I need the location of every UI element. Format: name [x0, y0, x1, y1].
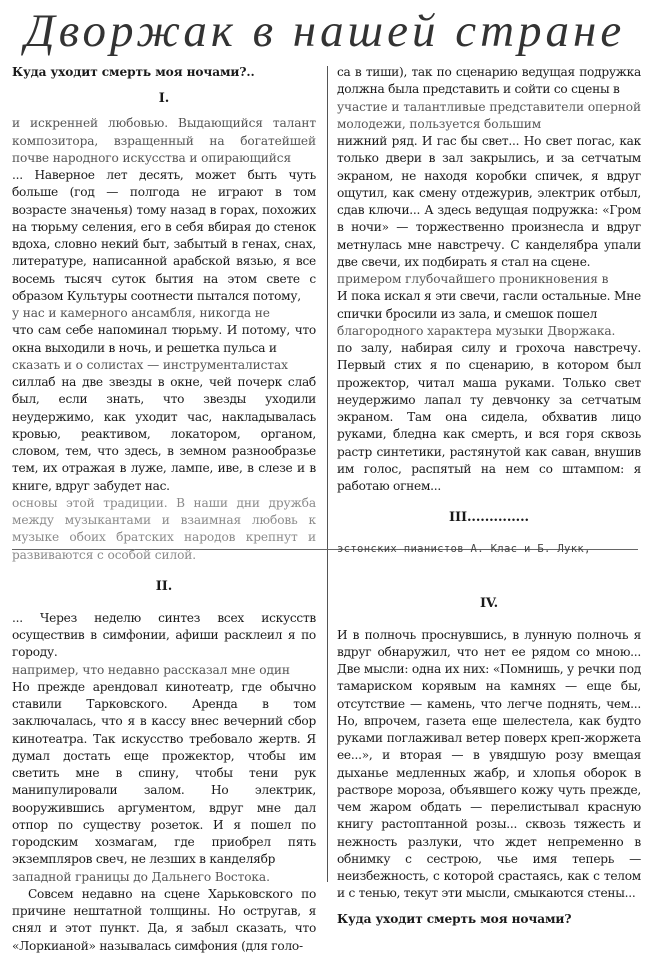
closing-line: Куда уходит смерть моя ночами?: [337, 911, 572, 926]
epigraph: Куда уходит смерть моя ночами?..: [12, 65, 255, 79]
body-text: Но прежде арендовал кинотеатр, где обычно ставили Тарковского. Аренда в том заключалась, что я в кассу внес вечерний сбор кинотеатра. Так искусство требовало жертв. Я думал достать еще прожектор, чтобы им светить мне в спину, чтобы тени рук манипулировали залом. Но электрик, вооружившись аргументом, вдруг мне дал отпор по существу розеток. И я пошел по городским хозмагам, где приобрел пять экземпляров свеч, не лезших в канделябр: [12, 679, 316, 867]
section-heading-1: I.: [158, 91, 170, 107]
left-column: [12, 64, 316, 953]
faded-text: у нас и камерного ансамбля, никогда не: [12, 306, 270, 320]
faded-text: и искренней любовью. Выдающийся талант композитора, взращенный на богатейшей почве народного искусства и опирающийся: [12, 116, 316, 165]
body-text: силлаб на две звезды в окне, чей почерк слаб был, если знать, что звезды уходили неудержимо, как уходит час, накладывалась кровью, реактивом, локатором, органом, словом, тем, что здесь, в земном разнообразье тем, их отражая в луже, лампе, иве, в слезе и в книге, вдруг забудет нас.: [12, 375, 316, 493]
faded-text: эстонских пианистов А. Клас и Б. Лукк,: [337, 543, 591, 556]
page-title: Дворжак в нашей стране: [24, 5, 626, 57]
body-text: Совсем недавно на сцене Харьковского по причине нештатной толщины. Но остругав, я снял и этот пункт. Да, я забыл сказать, что «Лоркианой» называлась симфония (для голо-: [12, 886, 316, 953]
faded-text: участие и талантливые представители оперной молодежи, пользуется большим: [337, 99, 641, 131]
faded-text: примером глубочайшего проникновения в: [337, 272, 609, 286]
body-text: И в полночь проснувшись, в лунную полночь я вдруг обнаружил, что нет ее рядом со мною... Две мысли: одна их них: «Помнишь, у речки под тамариском корявым на камнях — еще бы, отсутствие — камень, что легче поднять, чем... Но, впрочем, газета еще шелестела, как будто руками поглаживал ветер поверх креп-жоржета ее...», и вторая — в увядшую розу вмещая дыханье медленных жабр, и хлопья оборок в растворе мороза, объявшего кожу чуть прежде, чем жаром обдать — перелистывал красную книгу растоптанной розы... сквозь тяжесть и нежность разлуки, что ждет непременно в обнимку с сестрою, чье имя теперь — неизбежность, с которой срастаясь, как с телом и с тенью, текут эти мысли, смыкаются стены...: [337, 627, 641, 901]
faint-footer-text: основы этой традиции. В наши дни дружба между музыкантами и взаимная любовь к музыке обоих братских народов крепнут и развиваются с особой силой.: [12, 495, 316, 562]
right-column: [337, 64, 641, 926]
faded-text: сказать и о солистах — инструменталистах: [12, 357, 288, 372]
section-heading-4: IV.: [479, 595, 499, 611]
column-divider: [327, 66, 328, 882]
faded-text: например, что недавно рассказал мне один: [12, 662, 290, 677]
body-text: ... Через неделю синтез всех искусств осуществив в симфонии, афиши расклеил я по городу.: [12, 610, 316, 660]
faded-text: благородного характера музыки Дворжака.: [337, 323, 616, 338]
blank-space: [337, 559, 641, 581]
body-text: ... Наверное лет десять, может быть чуть больше (год — полгода не играют в том возрасте значенья) тому назад в горах, похожих на тюрьму селения, его в себя вбирая до стенок вдоха, словно некий быт, забытый в генах, снах, литературе, написанной арабской вязью, я все восемь тысяч суток бытия на этом свете с образом Культуры соотнести пытался потому,: [12, 168, 316, 303]
section-heading-3: III..............: [449, 510, 529, 526]
body-text: по залу, набирая силу и грохоча навстречу. Первый стих я по сценарию, в котором был прожектор, читал маша руками. Только свет неудержимо лапал ту девчонку за сетчатым экраном. Там она сидела, обхватив лицо руками, бледна как смерть, и вся горя сквозь растр синтетики, растянутой как саван, внушив им голос, распятый на нем со штампом: я работаю огнем...: [337, 341, 641, 493]
body-text: что сам себе напоминал тюрьму. И потому, что окна выходили в ночь, и решетка пульса и: [12, 323, 316, 355]
body-text: нижний ряд. И гас бы свет... Но свет погас, как только двери в зал закрылись, и за сетчатым экраном, не находя коробки спичек, я вдруг ощутил, как смену отдежурив, электрик отбыл, сдав ключи... А здесь ведущая подружка: «Гром в ночи» — торжественно произнесла и вдруг метнулась мне навстречу. С канделябра упали две свечи, их подбирать я стал на сцене.: [337, 134, 641, 269]
body-text: са в тиши), так по сценарию ведущая подружка должна была представить и сойти со сцены в: [337, 65, 641, 97]
faded-text: западной границы до Дальнего Востока.: [12, 869, 270, 884]
body-text: И пока искал я эти свечи, гасли остальные. Мне спички бросили из зала, и смешок пошел: [337, 289, 641, 321]
section-heading-2: II.: [155, 578, 173, 594]
